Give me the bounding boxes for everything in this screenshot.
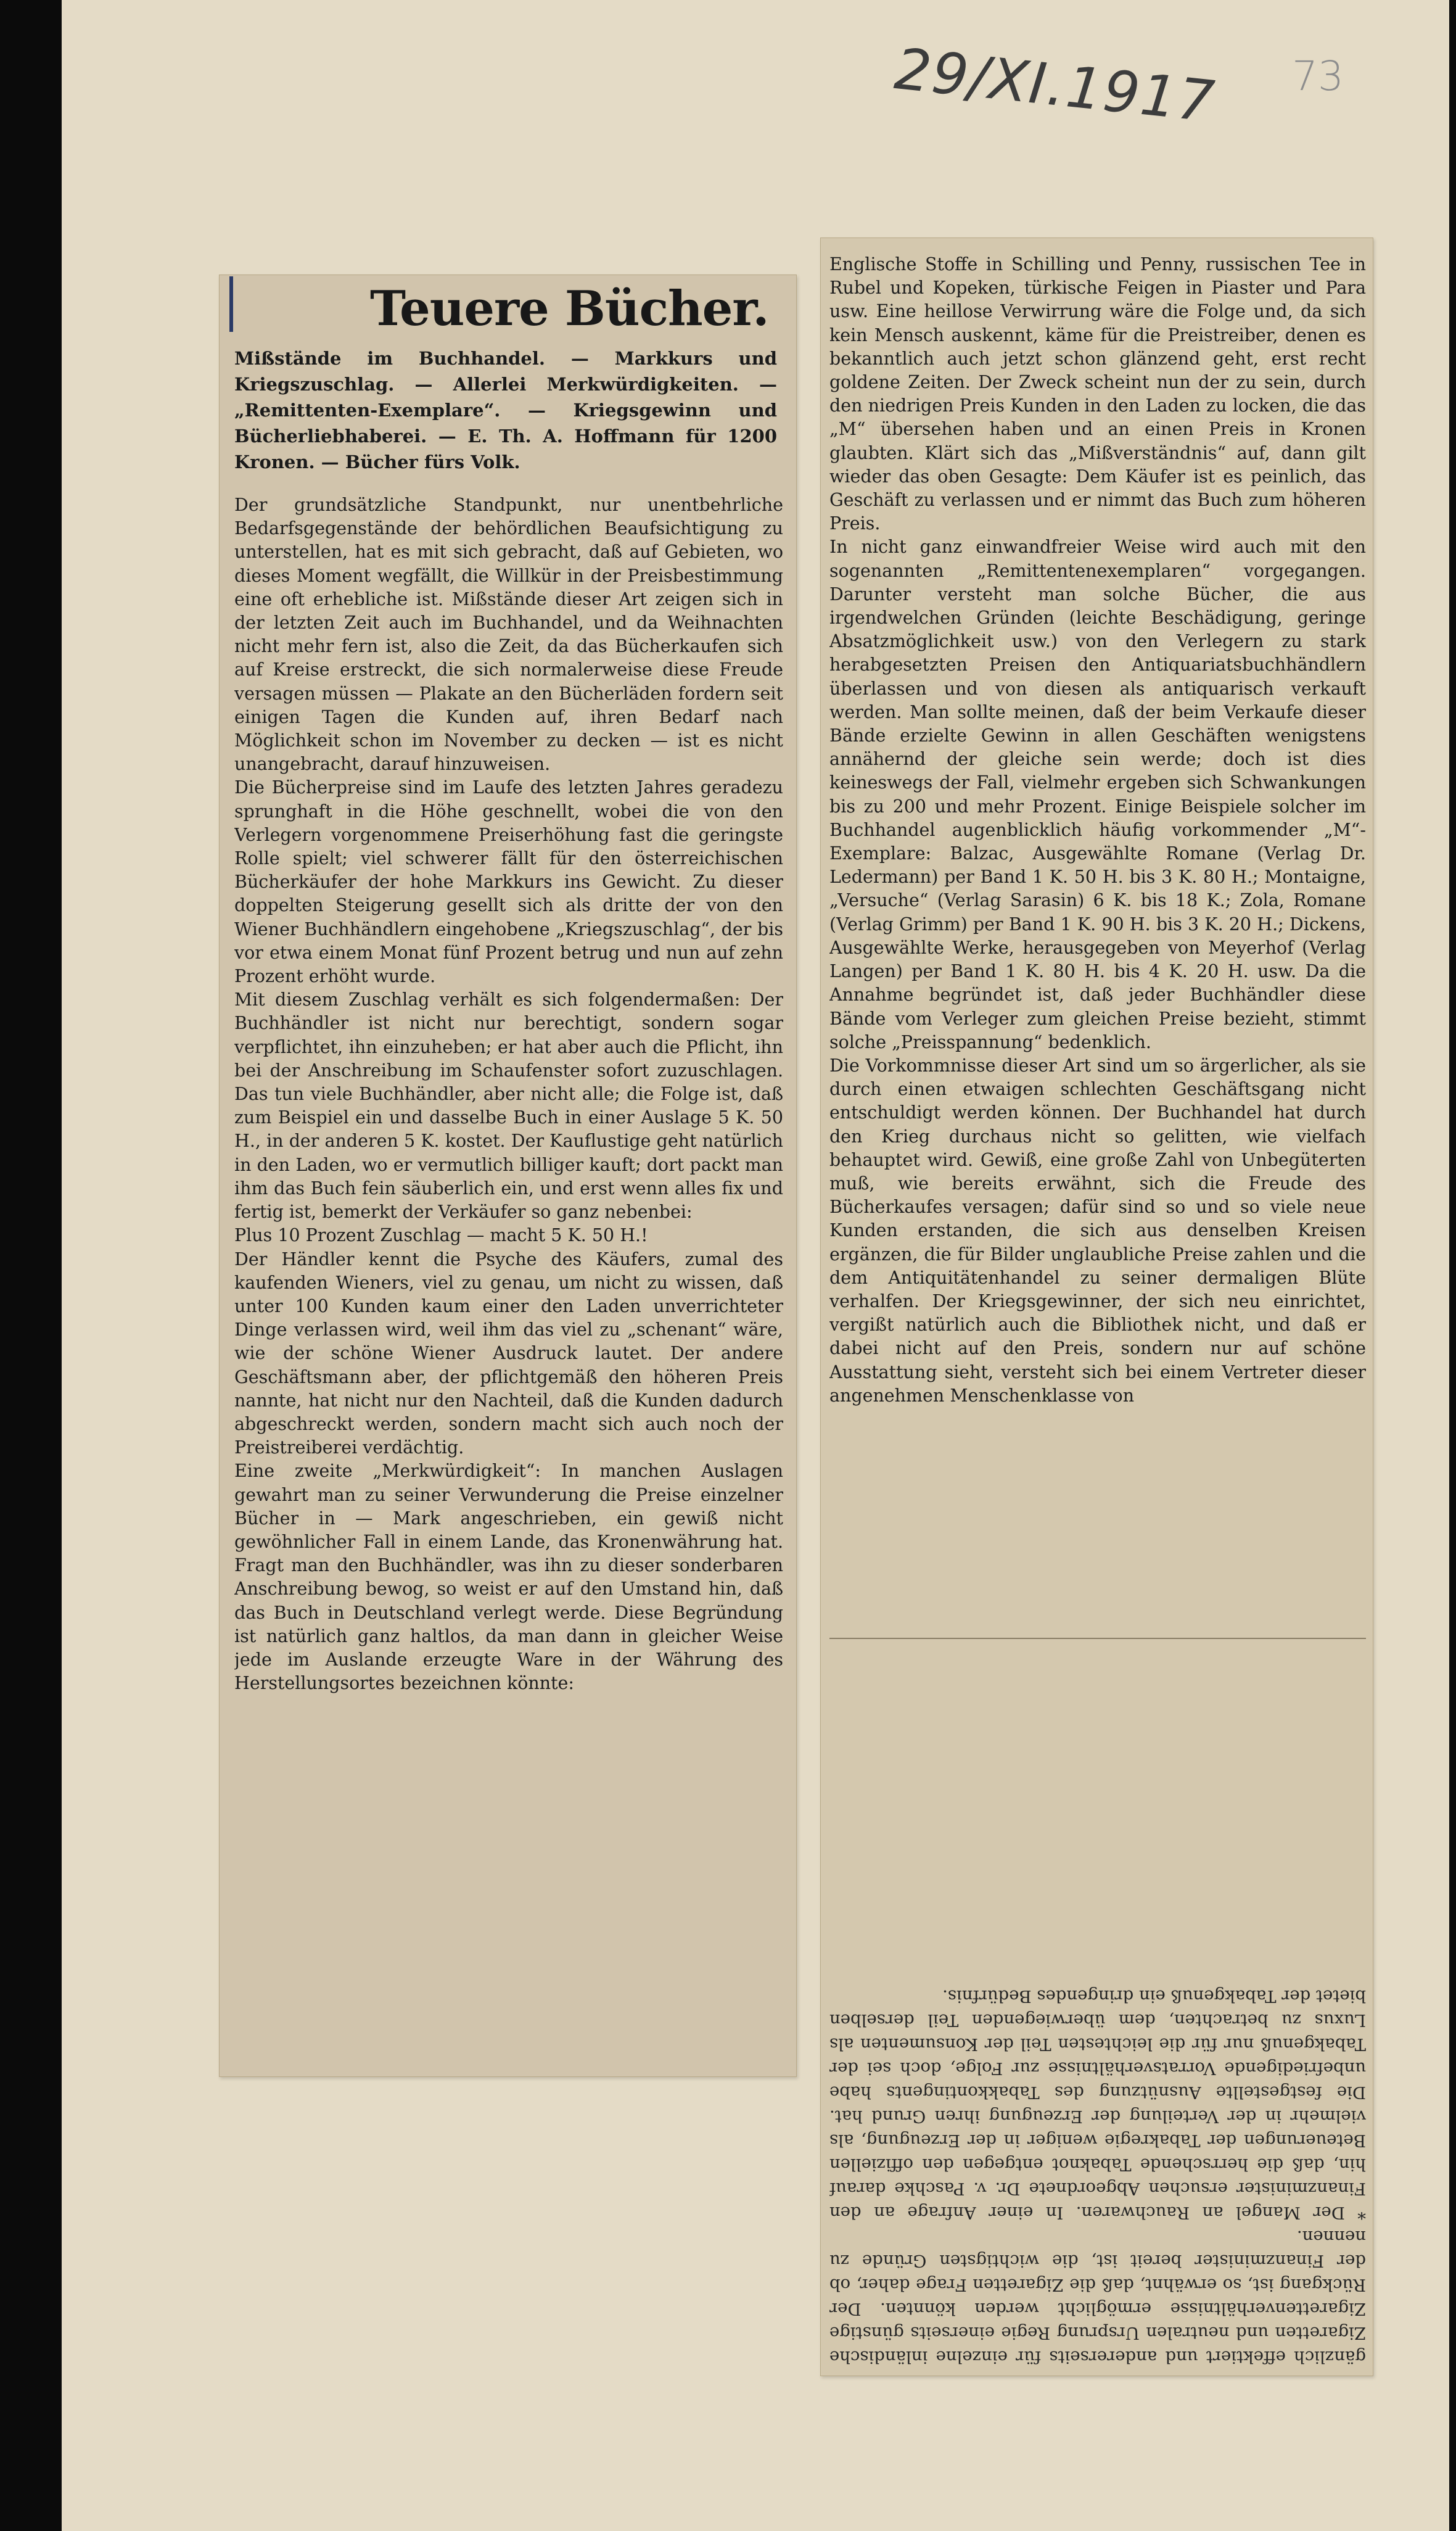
inverted-clipping-text: gänzlich effektiert und andererseits für einzelne inländische Zigaretten und neutralen Ursprung Regie einerseits günstige Zigarettenverhältnisse ermöglicht werden könnten. Der Rückgang ist, so erwähnt, daß die Zigaretten Frage daher, ob der Finanzminister bereit ist, die wichtigsten Gründe zu nennen. * Der Mangel an Rauchwaren. In einer Anfrage an den Finanzminister ersuchen Abgeordnete Dr. v. Paschke darauf hin, daß die herrschende Tabaknot entgegen den offiziellen Beteuerungen der Tabakregie weniger in der Erzeugung, als vielmehr in der Verteilung der Erzeugung ihren Grund hat. Die festgestellte Ausnützung des Tabakkontingents habe unbefriedigende Vorratsverhältnisse zur Folge, doch sei der Tabakgenuß nur für die leichtesten Teil der Konsumenten als Luxus zu betrachten, dem überwiegenden Teil derselben bietet der Tabakgenuß ein dringendes Bedürfnis. <box>829 1986 1366 2367</box>
handwritten-date: 29/XI.1917 <box>891 36 1219 135</box>
article-subheadline: Mißstände im Buchhandel. — Markkurs und Kriegszuschlag. — Allerlei Merkwürdigkeiten. — „Remittenten-Exemplare“. — Kriegsgewinn und Bücherliebhaberei. — E. Th. A. Hoffmann für 1200 Kronen. — Bücher fürs Volk. <box>234 348 777 473</box>
article-body-left-column: Der grundsätzliche Standpunkt, nur unentbehrliche Bedarfsgegenstände der behördlichen Beaufsichtigung zu unterstellen, hat es mit sich gebracht, daß auf Gebieten, wo dieses Moment wegfällt, die Willkür in der Preisbestimmung eine oft erhebliche ist. Mißstände dieser Art zeigen sich in der letzten Zeit auch im Buchhandel, und da Weihnachten nicht mehr fern ist, also die Zeit, da das Bücherkaufen sich auf Kreise erstreckt, die sich normalerweise diese Freude versagen müssen — Plakate an den Bücherläden fordern seit einigen Tagen die Kunden auf, ihren Bedarf nach Möglichkeit schon im November zu decken — ist es nicht unangebracht, darauf hinzuweisen. Die Bücherpreise sind im Laufe des letzten Jahres geradezu sprunghaft in die Höhe geschnellt, wobei die von den Verlegern vorgenommene Preiserhöhung fast die geringste Rolle spielt; viel schwerer fällt für den österreichischen Bücherkäufer der hohe Markkurs ins Gewicht. Zu dieser doppelten Steigerung gesellt sich als dritte der von den Wiener Buchhändlern eingehobene „Kriegszuschlag“, der bis vor etwa einem Monat fünf Prozent betrug und nun auf zehn Prozent erhöht wurde. Mit diesem Zuschlag verhält es sich folgendermaßen: Der Buchhändler ist nicht nur berechtigt, sondern sogar verpflichtet, ihn einzuheben; er hat aber auch die Pflicht, ihn bei der Anschreibung im Schaufenster sofort zuzuschlagen. Das tun viele Buchhändler, aber nicht alle; die Folge ist, daß zum Beispiel ein und dasselbe Buch in einer Auslage 5 K. 50 H., in der anderen 5 K. kostet. Der Kauflustige geht natürlich in den Laden, wo er vermutlich billiger kauft; dort packt man ihm das Buch fein säuberlich ein, und erst wenn alles fix und fertig ist, bemerkt der Verkäufer so ganz nebenbei: Plus 10 Prozent Zuschlag — macht 5 K. 50 H.! Der Händler kennt die Psyche des Käufers, zumal des kaufenden Wieners, viel zu genau, um nicht zu wissen, daß unter 100 Kunden kaum einer den Laden unverrichteter Dinge verlassen wird, weil ihm das viel zu „schenant“ wäre, wie der schöne Wiener Ausdruck lautet. Der andere Geschäftsmann aber, der pflichtgemäß den höheren Preis nannte, hat nicht nur den Nachteil, daß die Kunden dadurch abgeschreckt werden, sondern macht sich auch noch der Preistreiberei verdächtig. Eine zweite „Merkwürdigkeit“: In manchen Auslagen gewahrt man zu seiner Verwunderung die Preise einzelner Bücher in — Mark angeschrieben, ein gewiß nicht gewöhnlicher Fall in einem Lande, das Kronenwährung hat. Fragt man den Buchhändler, was ihn zu dieser sonderbaren Anschreibung bewog, so weist er auf den Umstand hin, daß das Buch in Deutschland verlegt werde. Diese Begründung ist natürlich ganz haltlos, da man dann in gleicher Weise jede im Auslande erzeugte Ware in der Währung des Herstellungsortes bezeichnen könnte: <box>234 495 783 1694</box>
column-divider <box>829 1638 1366 1639</box>
article-body-right-column: Englische Stoffe in Schilling und Penny, russischen Tee in Rubel und Kopeken, türkische Feigen in Piaster und Para usw. Eine heillose Verwirrung wäre die Folge und, da sich kein Mensch auskennt, käme für die Preistreiber, denen es bekanntlich auch jetzt schon glänzend geht, erst recht goldene Zeiten. Der Zweck scheint nun der zu sein, durch den niedrigen Preis Kunden in den Laden zu locken, die das „M“ übersehen haben und an einen Preis in Kronen glaubten. Klärt sich das „Mißverständnis“ auf, dann gilt wieder das oben Gesagte: Dem Käufer ist es peinlich, das Geschäft zu verlassen und er nimmt das Buch zum höheren Preis. In nicht ganz einwandfreier Weise wird auch mit den sogenannten „Remittentenexemplaren“ vorgegangen. Darunter versteht man solche Bücher, die aus irgendwelchen Gründen (leichte Beschädigung, geringe Absatzmöglichkeit usw.) von den Verlegern zu stark herabgesetzten Preisen den Antiquariatsbuchhändlern überlassen und von diesen als antiquarisch verkauft werden. Man sollte meinen, daß der beim Verkaufe dieser Bände erzielte Gewinn in allen Geschäften wenigstens annähernd der gleiche sein werde; doch ist dies keineswegs der Fall, vielmehr ergeben sich Schwankungen bis zu 200 und mehr Prozent. Einige Beispiele solcher im Buchhandel augenblicklich häufig vorkommender „M“-Exemplare: Balzac, Ausgewählte Romane (Verlag Dr. Ledermann) per Band 1 K. 50 H. bis 3 K. 80 H.; Montaigne, „Versuche“ (Verlag Sarasin) 6 K. bis 18 K.; Zola, Romane (Verlag Grimm) per Band 1 K. 90 H. bis 3 K. 20 H.; Dickens, Ausgewählte Werke, herausgegeben von Meyerhof (Verlag Langen) per Band 1 K. 80 H. bis 4 K. 20 H. usw. Da die Annahme begründet ist, daß jeder Buchhändler diese Bände vom Verleger zum gleichen Preise bezieht, stimmt solche „Preisspannung“ bedenklich. Die Vorkommnisse dieser Art sind um so ärgerlicher, als sie durch einen etwaigen schlechten Geschäftsgang nicht entschuldigt werden können. Der Buchhandel hat durch den Krieg durchaus nicht so gelitten, wie vielfach behauptet wird. Gewiß, eine große Zahl von Unbegüterten muß, wie bereits erwähnt, sich die Freude des Bücherkaufes versagen; dafür sind so und so viele neue Kunden erstanden, die sich aus denselben Kreisen ergänzen, die für Bilder unglaubliche Preise zahlen und die dem Antiquitätenhandel zu seiner dermaligen Blüte verhalfen. Der Kriegsgewinner, der sich neu einrichtet, vergißt natürlich auch die Bibliothek nicht, und daß er dabei nicht auf den Preis, sondern nur auf schöne Ausstattung sieht, versteht sich bei einem Vertreter dieser angenehmen Menschenklasse von <box>829 254 1366 1406</box>
page-number: 73 <box>1292 52 1344 100</box>
article-headline: Teuere Bücher. <box>370 281 769 337</box>
clipping-edge-mark <box>229 276 233 332</box>
